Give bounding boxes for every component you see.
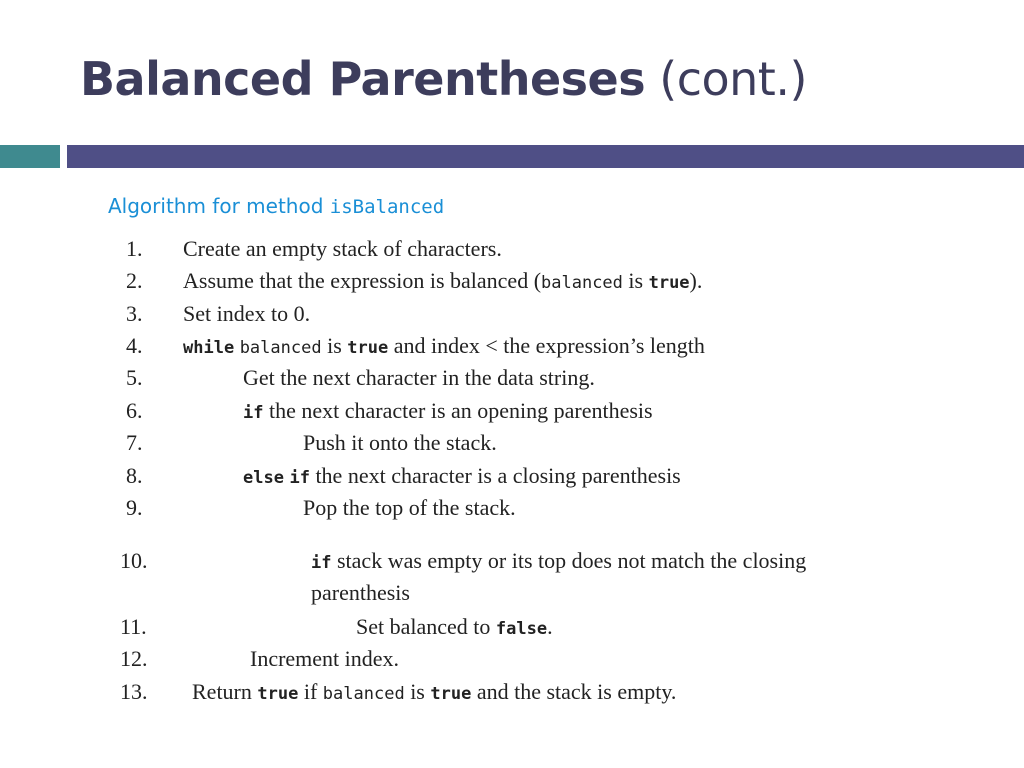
step-code-part: balanced [239,338,322,358]
step-text-part: and the stack is empty. [471,679,677,704]
step-number: 2. [126,268,143,293]
step-code-part: if [243,403,264,423]
step-text-part: Set balanced to [356,614,496,639]
step-text [192,679,676,705]
step-code-part: false [495,619,548,639]
step-text [311,548,806,574]
step-code-part: if [311,553,332,573]
step-code-part: true [648,273,690,293]
step-code-part: true [430,684,472,704]
step-number: 1. [126,236,143,261]
step-number: 9. [126,495,143,520]
step-text: Push it onto the stack. [303,430,497,455]
step-code-part: else [243,468,284,488]
step-text-part: the next character is an opening parenthesis [263,398,653,423]
step-text: Set index to 0. [183,301,311,326]
step-code-part: true [347,338,389,358]
step-code-part: if [289,468,310,488]
step-text-part: is [321,333,348,358]
step-text [243,398,653,424]
step-number: 10. [120,548,148,573]
step-text [356,614,553,640]
step-text-part: the next character is a closing parenthesis [309,463,681,488]
step-text: Pop the top of the stack. [303,495,516,520]
step-text: Create an empty stack of characters. [183,236,502,261]
step-number: 3. [126,301,143,326]
algorithm-heading-text: Algorithm for method [108,194,324,218]
step-code-part: while [183,338,235,358]
step-text-part: stack was empty or its top does not match the closing [331,548,807,573]
step-text-part: . [547,614,553,639]
step-number: 6. [126,398,143,423]
step-text-part: Assume that the expression is balanced ( [183,268,542,293]
step-number: 4. [126,333,143,358]
step-number: 8. [126,463,143,488]
step-text-part: ). [689,268,703,293]
step-text: Get the next character in the data string. [243,365,595,390]
algorithm-heading-method: isBalanced [329,196,445,218]
step-text-part: and index < the expression’s length [388,333,705,358]
step-code-part: balanced [322,684,405,704]
step-number: 13. [120,679,148,704]
step-text-part: if [298,679,323,704]
step-number: 12. [120,646,148,671]
step-text: parenthesis [311,580,410,605]
step-number: 11. [120,614,147,639]
step-text-part: Return [192,679,258,704]
step-code-part: balanced [541,273,623,293]
step-text [183,333,705,359]
step-text: Increment index. [250,646,400,671]
step-text-part: is [404,679,431,704]
title-main: Balanced Parentheses [80,52,646,106]
step-code-part: true [257,684,299,704]
step-number: 5. [126,365,143,390]
step-text [243,463,681,489]
step-number: 7. [126,430,143,455]
step-text [183,268,702,294]
title-sub: (cont.) [659,52,807,106]
step-text-part: is [622,268,649,293]
